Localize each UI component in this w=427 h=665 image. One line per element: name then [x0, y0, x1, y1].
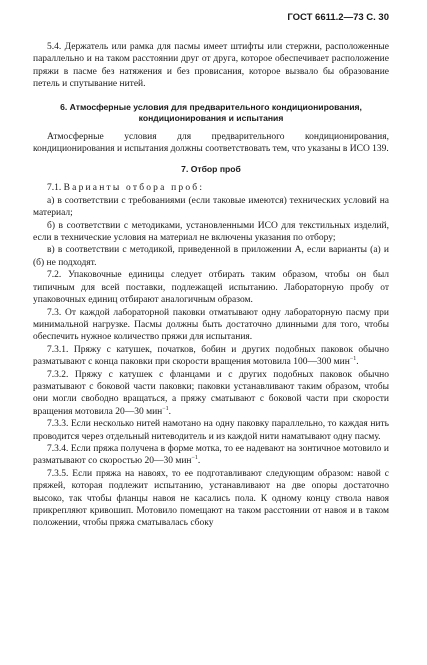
- section-7-title: 7. Отбор проб: [181, 164, 241, 175]
- option-b: б) в соответствии с методиками, установленными ИСО для текстильных изделий, если в технические условия на материал не включены указания по отбору;: [33, 220, 389, 244]
- paragraph-7-3-2-text: 7.3.2. Пряжу с катушек с фланцами и с других подобных паковок обычно разматывают с боковой части паковки; паковки устанавливают таким образом, чтобы они могли свободно вращаться, а пряжу сматывают с боковой части при скорости вращения мотовила 20—30 мин: [33, 369, 389, 417]
- sentence-end: .: [197, 456, 201, 467]
- sentence-end: .: [356, 357, 359, 368]
- paragraph-7-2: 7.2. Упаковочные единицы следует отбирать таким образом, чтобы он был типичным для всей поставки, подлежащей испытанию. Лабораторную пробу от упаковочных единиц отбирают аналогичным образом.: [33, 270, 389, 306]
- paragraph-7-1: [33, 182, 389, 194]
- paragraph-7-1-heading: Варианты отбора проб: [63, 183, 200, 194]
- section-6-text: Атмосферные условия для предварительного кондиционирования, кондиционирования и испытания должны соответствовать тем, что указаны в ИСО 139.: [33, 131, 389, 155]
- option-v: в) в соответствии с методикой, приведенной в приложении А, если варианты (а) и (б) не подходят.: [33, 245, 389, 268]
- paragraph-7-1-colon: :: [199, 183, 202, 194]
- unit-exponent: −1: [191, 455, 198, 462]
- unit-exponent: −1: [349, 355, 357, 362]
- paragraph-7-3-3: 7.3.3. Если несколько нитей намотано на одну паковку параллельно, то каждая нить проводится через отдельный нитеводитель и из каждой нити наматывают одну пасму.: [33, 419, 389, 442]
- paragraph-7-3-2: [33, 369, 389, 419]
- sentence-end: .: [168, 406, 172, 417]
- section-6-title: 6. Атмосферные условия для предварительного кондиционирования, кондиционирования и испытания: [60, 101, 362, 123]
- option-a: а) в соответствии с требованиями (если таковые имеются) технических условий на материал;: [33, 195, 389, 219]
- paragraph-5-4: 5.4. Держатель или рамка для пасмы имеет штифты или стержни, расположенные параллельно и на таком расстоянии друг от друга, которое обеспечивает расположение пряжи в пасме без натяжения и без провисания, которое вызвало бы образование петель и спутывание нитей.: [33, 42, 389, 90]
- paragraph-7-3: 7.3. От каждой лабораторной паковки отматывают одну лабораторную пасму при минимальной нагрузке. Пасмы должны быть достаточно длинными для того, чтобы обеспечить нужное количество пряжи для испытания.: [33, 307, 389, 343]
- paragraph-7-3-5: 7.3.5. Если пряжа на навоях, то ее подготавливают следующим образом: навой с пряжей, которая подлежит испытанию, устанавливают на две опоры достаточно высоко, так чтобы фланцы навоя не касались пола. К одному концу ствола навоя прикрепляют кривошип. Мотовило помещают на таком расстоянии от навоя и в таком положении, чтобы пряжа сматывалась сбоку: [33, 468, 389, 529]
- paragraph-7-3-1: [33, 344, 389, 369]
- paragraph-7-1-number: 7.1.: [47, 183, 62, 194]
- page-content: [33, 41, 389, 530]
- unit-exponent: −1: [162, 405, 169, 412]
- paragraph-7-3-4-text: 7.3.4. Если пряжа получена в форме мотка, то ее надевают на зонтичное мотовило и разматывают со скоростью 20—30 мин: [33, 443, 389, 467]
- paragraph-7-3-4: [33, 443, 389, 468]
- page-header: ГОСТ 6611.2—73 С. 30: [287, 12, 389, 23]
- paragraph-7-3-1-text: 7.3.1. Пряжу с катушек, початков, бобин и других подобных паковок обычно разматывают с конца паковки при скорости вращения мотовила 100—300 мин: [33, 344, 389, 368]
